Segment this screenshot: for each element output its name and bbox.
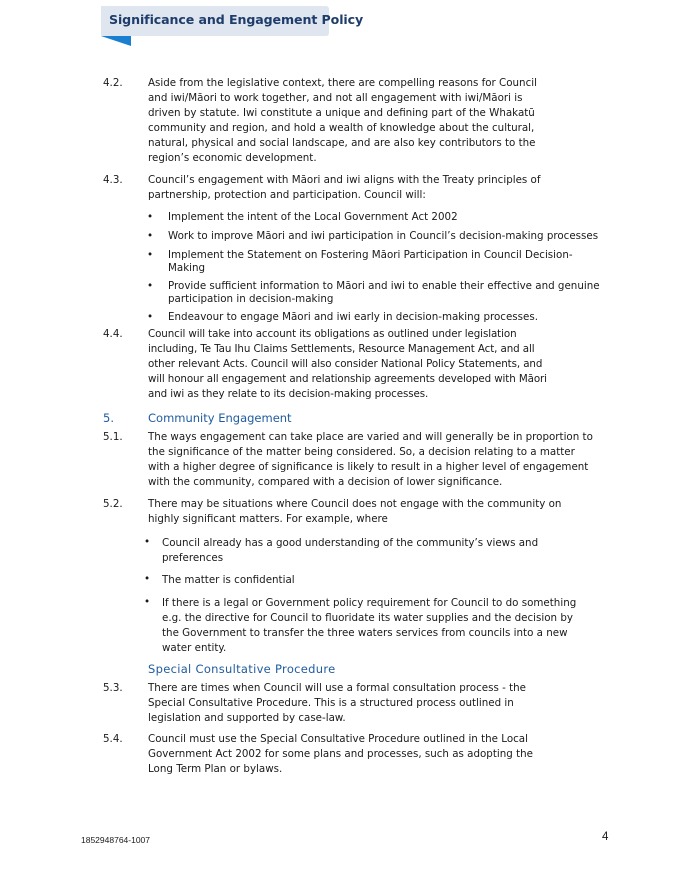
- page-number: 4: [602, 831, 609, 843]
- header-title: Significance and Engagement Policy: [109, 12, 364, 27]
- section-heading: [103, 411, 292, 425]
- section-title: Community Engagement: [148, 411, 292, 425]
- paragraph-text: Council will take into account its obligations as outlined under legislation including, Te Tau Ihu Claims Settlements, Resource Management Act, and all other relevant Acts. Council will also consider National Policy Statements, and will honour all engagement and relationship agreements developed with Māori and iwi as they relate to its decision-making processes.: [148, 328, 547, 400]
- paragraph-number: 5.1.: [103, 431, 123, 443]
- paragraph-text: There are times when Council will use a formal consultation process - the Special Consultative Procedure. This is a structured process outlined in legislation and supported by case-law.: [148, 682, 526, 724]
- paragraph-number: 4.4.: [103, 328, 123, 340]
- paragraph-number: 4.2.: [103, 77, 123, 89]
- paragraph-text: The ways engagement can take place are varied and will generally be in proportion to the significance of the matter being considered. So, a decision relating to a matter with a higher degree of significance is likely to result in a higher level of engagement with the community, compared with a decision of lower significance.: [148, 431, 593, 488]
- subsection-heading: Special Consultative Procedure: [148, 662, 336, 676]
- paragraph-number: 5.4.: [103, 733, 123, 745]
- paragraph-number: 4.3.: [103, 174, 123, 186]
- document-id: 1852948764-1007: [81, 835, 151, 845]
- paragraph-number: 5.2.: [103, 498, 123, 510]
- paragraph-number: 5.3.: [103, 682, 123, 694]
- header-flag: [101, 36, 131, 46]
- paragraph-text: Council must use the Special Consultative Procedure outlined in the Local Government Act 2002 for some plans and processes, such as adopting the Long Term Plan or bylaws.: [148, 733, 533, 775]
- paragraph-text: Council’s engagement with Māori and iwi aligns with the Treaty principles of partnership, protection and participation. Council will:: [148, 174, 541, 201]
- section-number: 5.: [103, 411, 114, 425]
- paragraph-text: There may be situations where Council does not engage with the community on highly significant matters. For example, where: [148, 498, 562, 525]
- paragraph-text: Aside from the legislative context, there are compelling reasons for Council and iwi/Māori to work together, and not all engagement with iwi/Māori is driven by statute. Iwi constitute a unique and defining part of the Whakatū community and region, and hold a wealth of knowledge about the cultural, natural, physical and social landscape, and are also key contributors to the region’s economic development.: [148, 77, 537, 164]
